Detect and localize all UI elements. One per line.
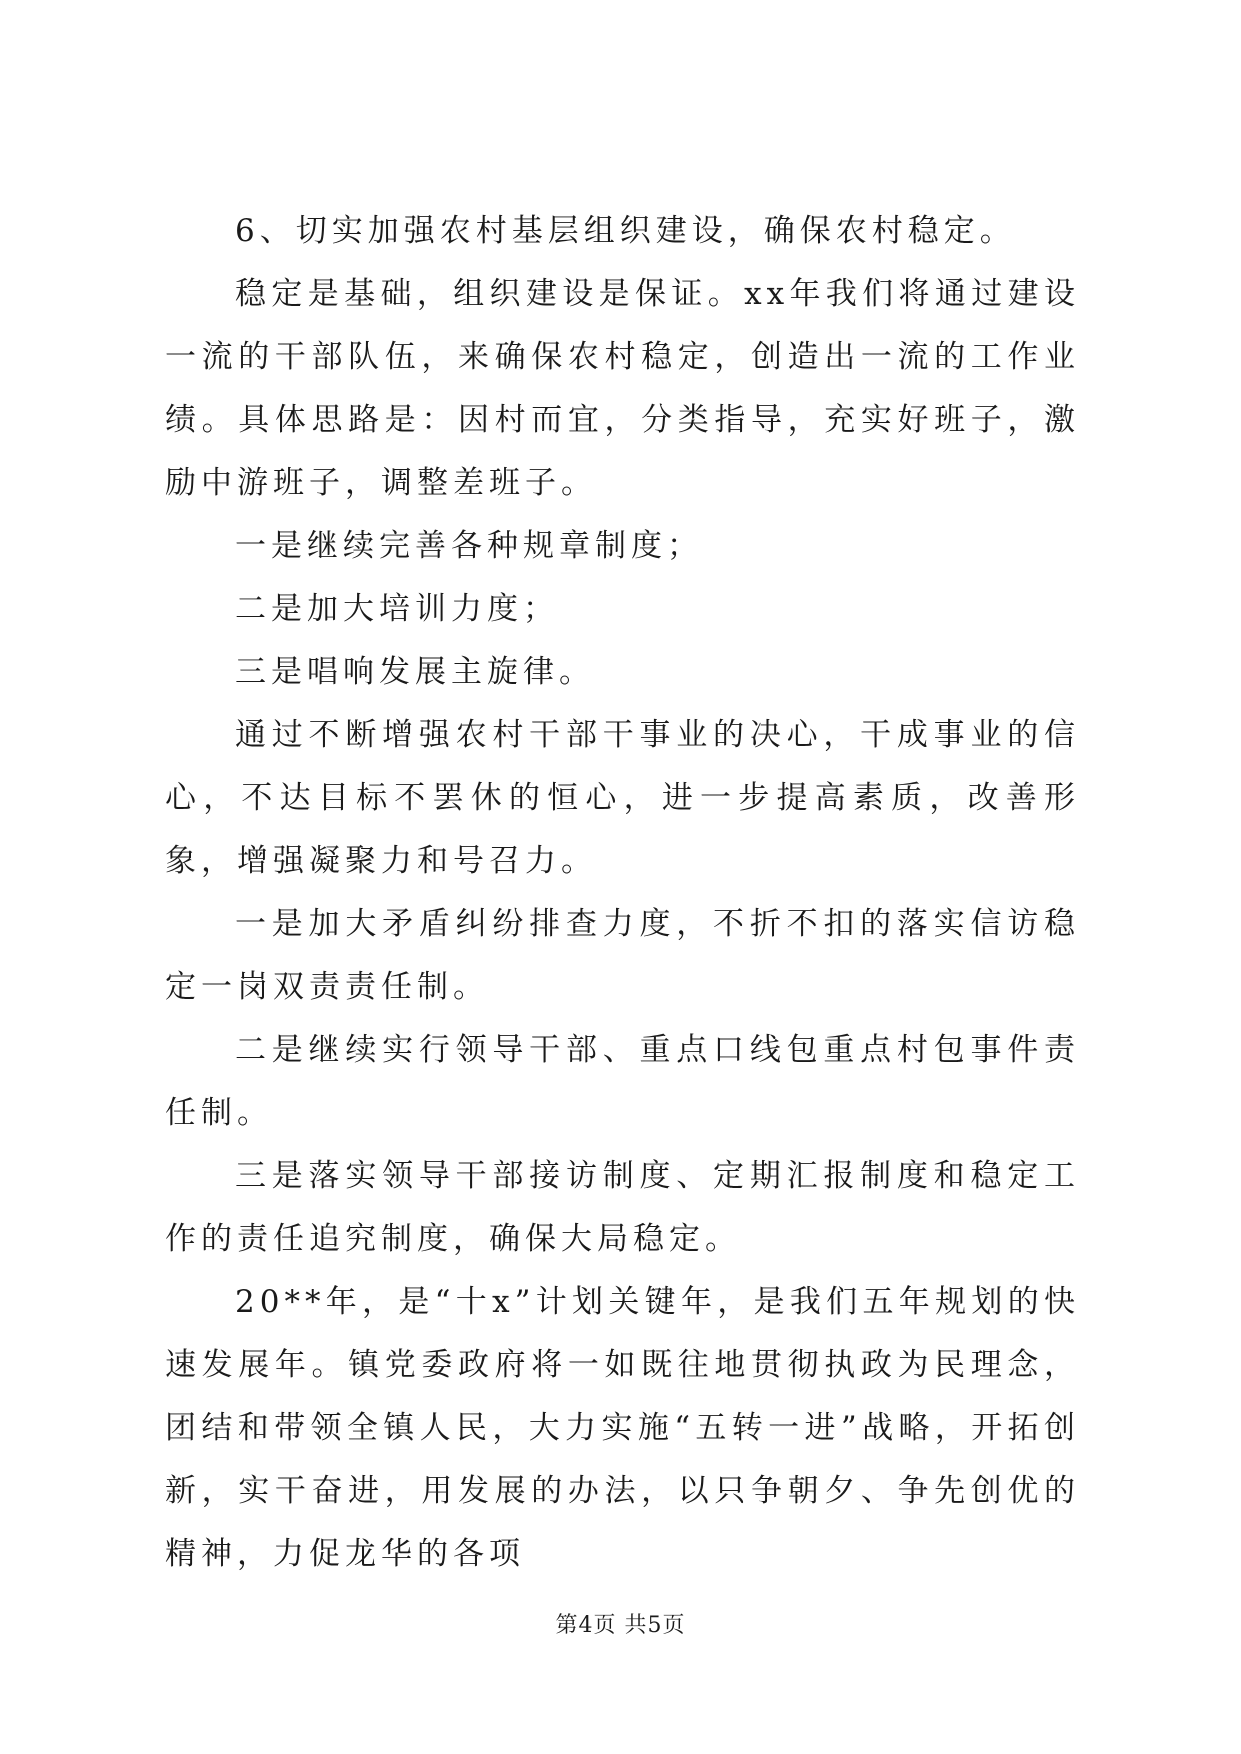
paragraph: 6、切实加强农村基层组织建设，确保农村稳定。 — [235, 213, 1016, 249]
page-footer: 第4页 共5页 — [555, 1613, 686, 1638]
paragraph: 一是加大矛盾纠纷排查力度，不折不扣的落实信访稳定一岗双责责任制。 — [165, 906, 1080, 1005]
paragraph: 通过不断增强农村干部干事业的决心，干成事业的信心，不达目标不罢休的恒心，进一步提高素质，改善形象，增强凝聚力和号召力。 — [165, 717, 1080, 879]
document-body — [165, 200, 1080, 1586]
paragraph: 三是落实领导干部接访制度、定期汇报制度和稳定工作的责任追究制度，确保大局稳定。 — [165, 1158, 1080, 1257]
paragraph: 一是继续完善各种规章制度； — [235, 528, 703, 564]
paragraph: 三是唱响发展主旋律。 — [235, 654, 595, 690]
paragraph: 稳定是基础，组织建设是保证。xx年我们将通过建设一流的干部队伍，来确保农村稳定，创造出一流的工作业绩。具体思路是：因村而宜，分类指导，充实好班子，激励中游班子，调整差班子。 — [165, 276, 1080, 501]
paragraph: 二是加大培训力度； — [235, 591, 559, 627]
paragraph: 二是继续实行领导干部、重点口线包重点村包事件责任制。 — [165, 1032, 1080, 1131]
paragraph: 20**年，是“十x”计划关键年，是我们五年规划的快速发展年。镇党委政府将一如既往地贯彻执政为民理念，团结和带领全镇人民，大力实施“五转一进”战略，开拓创新，实干奋进，用发展的办法，以只争朝夕、争先创优的精神，力促龙华的各项 — [165, 1284, 1080, 1572]
